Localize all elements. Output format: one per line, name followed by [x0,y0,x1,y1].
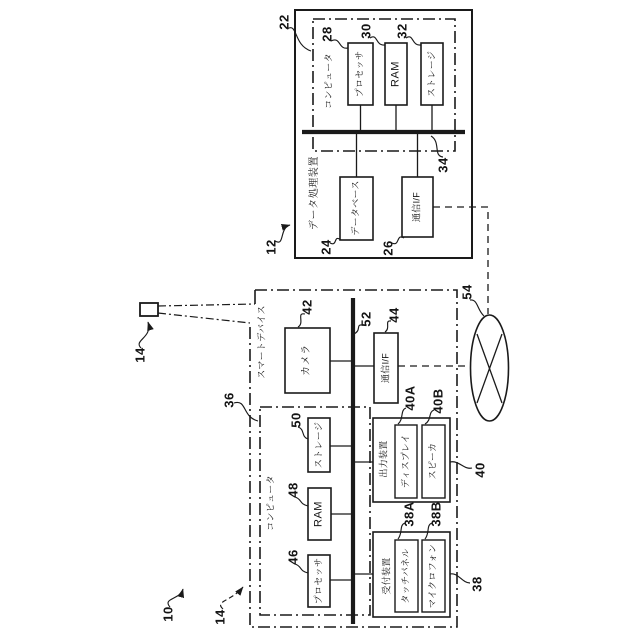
dp-processor-label: プロセッサ [354,50,365,98]
ref-14-top: 14 [132,347,148,363]
dp-storage-label: ストレージ [426,50,437,98]
ref-34: 34 [435,157,451,173]
sd-comm-if-label: 通信I/F [380,353,391,383]
ref-54: 54 [459,284,475,300]
smart-device-miniature [140,303,158,316]
ref-10-arrow [168,589,183,607]
ref-50: 50 [288,412,304,428]
sd-speaker-label: スピーカ [427,442,438,480]
dp-comm-if-label: 通信I/F [411,192,422,222]
ref-12: 12 [263,239,279,255]
ref-28: 28 [319,26,335,42]
dp-ram-label: RAM [389,61,402,87]
dp-computer-label: コンピュータ [323,53,334,109]
ref-40A: 40A [402,385,418,411]
ref-10: 10 [160,606,176,622]
ref-40: 40 [472,462,488,478]
ref-48: 48 [285,482,301,498]
sd-computer-label: コンピュータ [265,475,276,531]
ref-30: 30 [358,23,374,39]
ref-52: 52 [358,311,374,327]
network-symbol [471,315,509,421]
ref-26: 26 [380,240,396,256]
sd-microphone-label: マイクロフォン [427,543,438,609]
ref-36: 36 [221,392,237,408]
ref-38A: 38A [401,501,417,527]
sd-device-label: スマートデバイス [256,305,267,379]
ref-38: 38 [469,576,485,592]
ref-22: 22 [276,14,292,30]
dp-connector-lines [357,105,433,177]
sd-storage-label: ストレージ [313,421,324,469]
ref-44: 44 [386,307,402,323]
dp-device-label: データ処理装置 [309,155,320,231]
dp-database-label: データベース [350,180,361,236]
ref-24: 24 [318,239,334,255]
ref-14-arrow [139,322,149,348]
ref-32: 32 [394,23,410,39]
projection-line-top [158,304,255,306]
ref-42: 42 [299,299,315,315]
ref-38B: 38B [428,501,444,527]
ref-46: 46 [285,549,301,565]
sd-reception-device-label: 受付装置 [381,557,392,595]
sd-touch-panel-label: タッチパネル [400,548,411,604]
ref-40B: 40B [430,388,446,414]
sd-display-label: ディスプレイ [400,433,411,489]
sd-camera-label: カメラ [301,344,312,376]
projection-line-bottom [158,313,250,323]
sd-ram-label: RAM [312,501,325,527]
ref-14-bottom: 14 [212,609,228,625]
sd-processor-label: プロセッサ [313,557,324,605]
ref-14-bottom-arrow [221,587,243,609]
sd-output-device-label: 出力装置 [378,440,389,478]
